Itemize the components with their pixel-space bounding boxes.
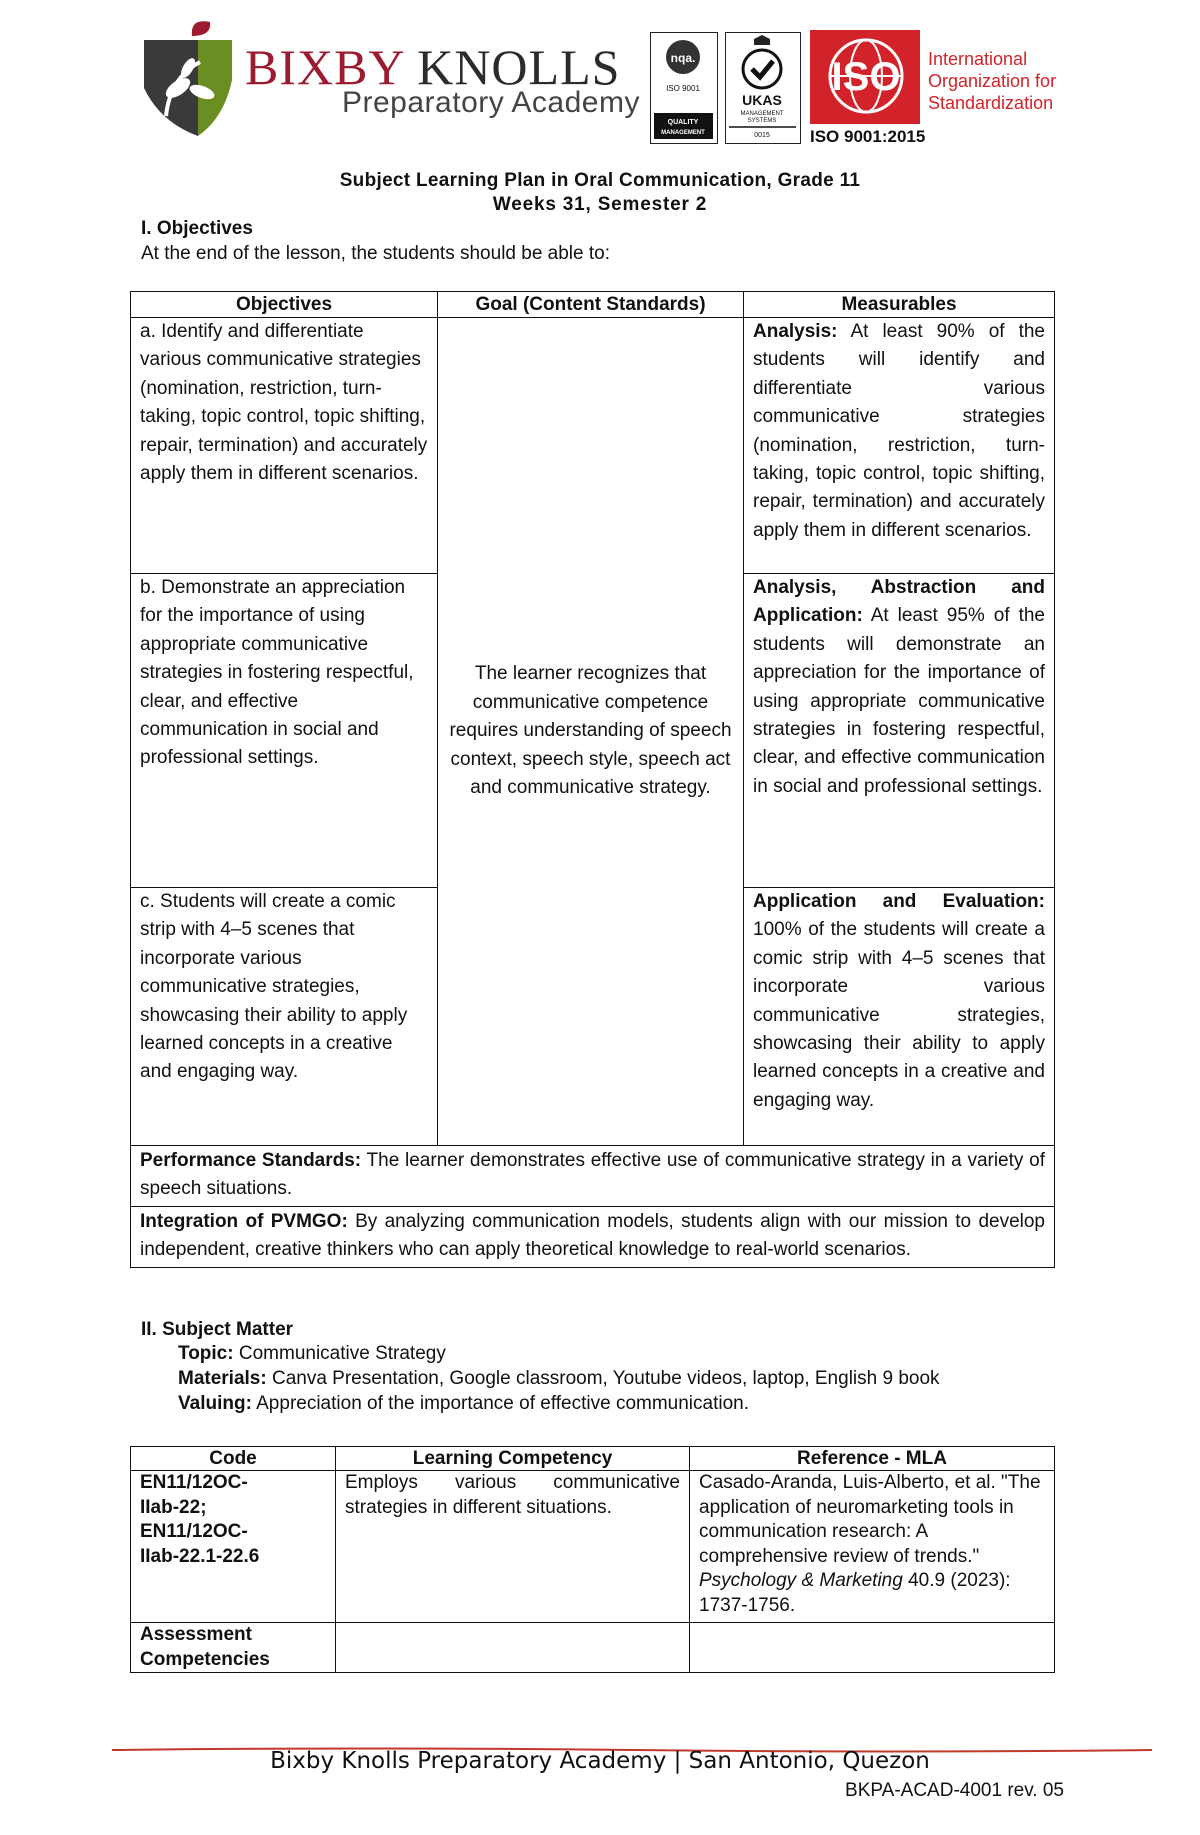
subject-matter-heading: II. Subject Matter: [141, 1319, 294, 1340]
col-code: Code: [131, 1447, 336, 1471]
ukas-logo: UKAS: [742, 92, 782, 108]
assessment-competency-cell: [336, 1623, 690, 1673]
col-measurables: Measurables: [744, 292, 1055, 318]
iso-organization-name: International Organization for Standardization: [928, 49, 1057, 113]
assessment-row: [131, 1623, 1055, 1673]
nqa-management-text: MANAGEMENT: [661, 130, 705, 136]
objective-c: c. Students will create a comic strip with 4–5 scenes that incorporate various communicative strategies, showcasing their ability to apply learned concepts in a creative and engaging way.: [131, 888, 438, 1146]
ukas-sub2-text: SYSTEMS: [747, 118, 777, 124]
competency-table: [130, 1446, 1055, 1673]
ukas-number: 0015: [754, 132, 770, 139]
objectives-header-row: [131, 292, 1055, 318]
academy-shield-logo: [140, 18, 238, 148]
pvmgo-row: [131, 1207, 1055, 1268]
iso-mark: ISO: [831, 55, 901, 99]
topic-line: Topic: Communicative Strategy: [178, 1343, 446, 1364]
iso-certificate-text: ISO 9001:2015: [810, 127, 926, 146]
col-objectives: Objectives: [131, 292, 438, 318]
valuing-line: Valuing: Appreciation of the importance of effective communication.: [178, 1393, 749, 1414]
competency-row: [131, 1471, 1055, 1623]
nqa-certification-badge: [650, 32, 718, 144]
objectives-table: [130, 291, 1055, 1268]
nqa-quality-text: QUALITY: [667, 119, 699, 126]
assessment-reference-cell: [690, 1623, 1055, 1673]
mla-reference: Casado-Aranda, Luis-Alberto, et al. "The application of neuromarketing tools in communication research: A comprehensive review of trends." Psychology & Marketing 40.9 (2023): 1737-1756.: [690, 1471, 1055, 1623]
ukas-sub-text: MANAGEMENT: [740, 111, 784, 117]
materials-line: Materials: Canva Presentation, Google classroom, Youtube videos, laptop, English 9 book: [178, 1368, 940, 1389]
footer-document-code: BKPA-ACAD-4001 rev. 05: [845, 1780, 1064, 1801]
competency-header-row: [131, 1447, 1055, 1471]
measurable-b: Analysis, Abstraction and Application: At least 95% of the students will demonstrate an appreciation for the importance of using appropriate communicative strategies in fostering respectful, clear, and effective communication in social and professional settings.: [744, 574, 1055, 888]
nqa-iso-text: ISO 9001: [666, 84, 700, 93]
objective-row-a: [131, 318, 1055, 574]
objective-a: a. Identify and differentiate various communicative strategies (nomination, restriction, turn-taking, topic control, topic shifting, repair, termination) and accurately apply them in different scenarios.: [131, 318, 438, 574]
objectives-heading: I. Objectives: [141, 218, 253, 239]
learning-competency: Employs various communicative strategies in different situations.: [336, 1471, 690, 1623]
performance-standards-row: [131, 1146, 1055, 1207]
content-standard-goal: The learner recognizes that communicative competence requires understanding of speech context, speech style, speech act and communicative strategy.: [438, 318, 744, 1146]
pvmgo-integration: Integration of PVMGO: By analyzing communication models, students align with our mission to develop independent, creative thinkers who can apply theoretical knowledge to real-world scenarios.: [131, 1207, 1055, 1268]
objective-b: b. Demonstrate an appreciation for the importance of using appropriate communicative strategies in fostering respectful, clear, and effective communication in social and professional settings.: [131, 574, 438, 888]
col-reference: Reference - MLA: [690, 1447, 1055, 1471]
document-title: Subject Learning Plan in Oral Communication, Grade 11: [339, 170, 861, 191]
document-subtitle: Weeks 31, Semester 2: [492, 194, 708, 215]
col-learning-competency: Learning Competency: [336, 1447, 690, 1471]
ukas-certification-badge: [725, 32, 801, 144]
brand-subtitle: Preparatory Academy: [342, 86, 640, 119]
objectives-intro: At the end of the lesson, the students should be able to:: [141, 243, 610, 264]
performance-standards: Performance Standards: The learner demonstrates effective use of communicative strategy in a variety of speech situations.: [131, 1146, 1055, 1207]
assessment-competencies-label: Assessment Competencies: [131, 1623, 336, 1673]
measurable-c: Application and Evaluation: 100% of the students will create a comic strip with 4–5 scenes that incorporate various communicative strategies, showcasing their ability to apply learned concepts in a creative and engaging way.: [744, 888, 1055, 1146]
col-goal: Goal (Content Standards): [438, 292, 744, 318]
competency-code: EN11/12OC- IIab-22; EN11/12OC- IIab-22.1-22.6: [131, 1471, 336, 1623]
footer-school-name: Bixby Knolls Preparatory Academy | San Antonio, Quezon: [270, 1748, 930, 1774]
measurable-a: Analysis: At least 90% of the students will identify and differentiate various communicative strategies (nomination, restriction, turn-taking, topic control, topic shifting, repair, termination) and accurately apply them in different scenarios.: [744, 318, 1055, 574]
brand-title: BIXBY KNOLLS: [245, 39, 621, 95]
footer-divider: [112, 1740, 1152, 1746]
nqa-logo: nqa.: [670, 51, 696, 65]
